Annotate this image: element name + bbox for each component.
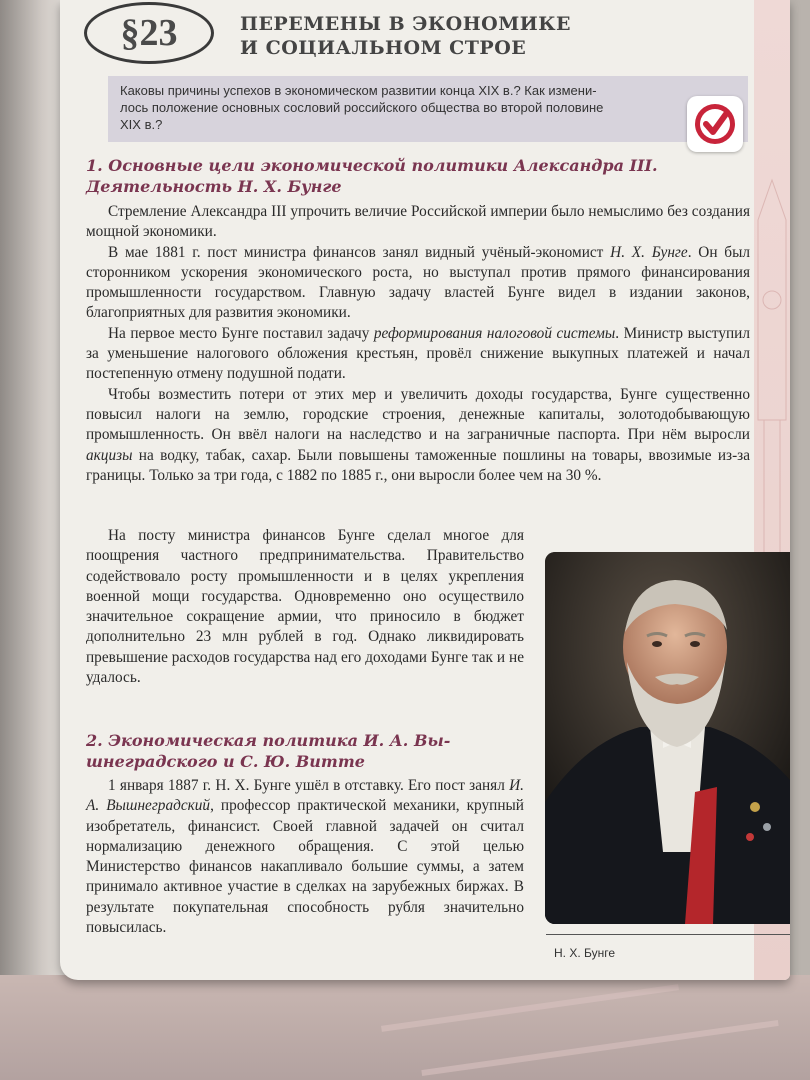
- chapter-title-line1: ПЕРЕМЕНЫ В ЭКОНОМИКЕ: [240, 13, 571, 35]
- paragraph-6: 1 января 1887 г. Н. Х. Бунге ушёл в отставку. Его пост занял И. А. Вышнеградский, профессор практической механики, крупный изобретатель, финансист. Своей главной задачей он считал нормализацию денежного обращения. С этой целью Министерство финансов накапливало большие суммы, а затем принимало активное участие в сделках на зарубежных биржах. В результате покупательная способность рубля значительно повысилась.: [86, 777, 524, 937]
- paragraph-3: На первое место Бунге поставил задачу реформирования налоговой системы. Министр выступил за уменьшение налогового обложения крестьян, провёл снижение выкупных платежей и начал постепенную отмену подушной подати.: [86, 324, 750, 383]
- textbook-page: [60, 0, 790, 980]
- paragraph-2: В мае 1881 г. пост министра финансов занял видный учёный-экономист Н. Х. Бунге. Он был сторонником ускорения экономического роста, но выступал против прямого финансирования промышленности государством. Главную задачу властей Бунге видел в издании законов, благоприятных для развития экономики.: [86, 243, 750, 322]
- table-surface: [0, 975, 810, 1080]
- section-2-text: [86, 776, 524, 938]
- portrait-icon: [545, 552, 790, 924]
- question-box: [108, 76, 748, 142]
- chapter-title: [240, 12, 660, 60]
- term-vyshnegradsky: И. А. Вышнеградский: [86, 777, 524, 815]
- paragraph-number-badge: [84, 2, 214, 64]
- term-tax-reform: реформирования налоговой системы: [373, 324, 616, 342]
- portrait-caption: Н. Х. Бунге: [554, 946, 616, 960]
- section-2-heading-line1: 2. Экономическая политика И. А. Вы-: [86, 731, 451, 750]
- section-2-heading: [86, 730, 526, 772]
- term-excise: акцизы: [86, 446, 133, 464]
- section-2-heading-line2: шнеградского и С. Ю. Витте: [86, 752, 365, 771]
- term-bunge: Н. Х. Бунге: [610, 243, 688, 261]
- paragraph-4: Чтобы возместить потери от этих мер и увеличить доходы государства, Бунге существенно повысил налоги на землю, городские строения, денежные капиталы, золотодобывающую промышленность. Он ввёл налоги на наследство и на заграничные паспорта. При нём выросли акцизы на водку, табак, сахар. Были повышены таможенные пошлины на товары, ввозимые из-за границы. Только за три года, с 1882 по 1885 г., они выросли более чем на 30 %.: [86, 385, 750, 484]
- chapter-title-line2: И СОЦИАЛЬНОМ СТРОЕ: [240, 37, 527, 59]
- section-1-text-full: [86, 202, 750, 486]
- question-line-3: XIX в.?: [120, 117, 163, 132]
- section-1-text-narrow: [86, 526, 524, 688]
- section-1-heading-line1: 1. Основные цели экономической политики Александра III.: [86, 156, 658, 175]
- portrait-painting: [545, 552, 790, 924]
- question-line-2: лось положение основных сословий российского общества во второй половине: [120, 100, 604, 115]
- section-1-heading: [86, 155, 756, 197]
- caption-divider: [546, 934, 790, 935]
- question-line-1: Каковы причины успехов в экономическом развитии конца XIX в.? Как измени-: [120, 83, 597, 98]
- paragraph-1: Стремление Александра III упрочить величие Российской империи было немыслимо без создания мощной экономики.: [86, 203, 750, 241]
- section-1-heading-line2: Деятельность Н. Х. Бунге: [86, 177, 342, 196]
- checkmark-icon: [687, 96, 743, 152]
- paragraph-number: §23: [120, 12, 178, 54]
- paragraph-5: На посту министра финансов Бунге сделал многое для поощрения частного предпринимательства. Правительство содействовало росту промышленности и в целях укрепления военной мощи государства. Одновременно оно осуществило значительное сокращение армии, что приносило в бюджет дополнительно 23 млн рублей в год. Однако ликвидировать превышение расходов государства над его доходами Бунге так и не удалось.: [86, 527, 524, 687]
